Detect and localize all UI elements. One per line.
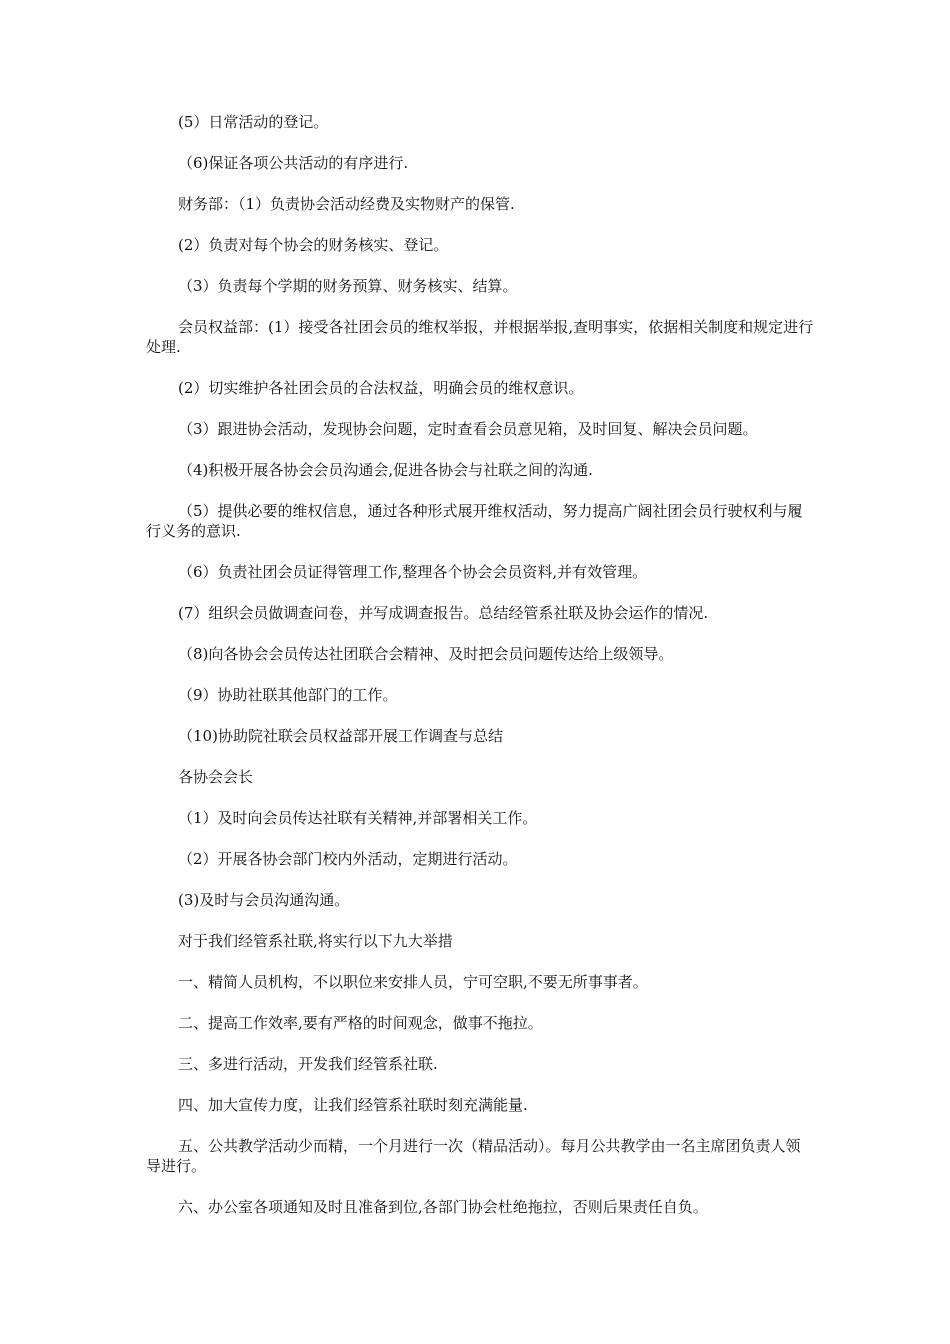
paragraph: （3）跟进协会活动，发现协会问题，定时查看会员意见箱，及时回复、解决会员问题。: [178, 420, 758, 438]
paragraph: （3）负责每个学期的财务预算、财务核实、结算。: [178, 277, 518, 295]
paragraph: 财务部：（1）负责协会活动经费及实物财产的保管.: [178, 195, 515, 213]
document-body: [146, 112, 814, 1238]
paragraph: （2）开展各协会部门校内外活动，定期进行活动。: [178, 850, 518, 868]
paragraph: （9）协助社联其他部门的工作。: [178, 686, 398, 704]
section-heading: 各协会会长: [178, 768, 254, 786]
paragraph: 五、公共教学活动少而精，一个月进行一次（精品活动）。每月公共教学由一名主席团负责人领导进行。: [146, 1137, 801, 1175]
paragraph: （6)保证各项公共活动的有序进行.: [178, 154, 409, 172]
paragraph: (2）负责对每个协会的财务核实、登记。: [178, 236, 449, 254]
paragraph: 三、多进行活动，开发我们经管系社联.: [178, 1055, 438, 1073]
paragraph: (2）切实维护各社团会员的合法权益，明确会员的维权意识。: [178, 379, 584, 397]
section-heading: 对于我们经管系社联,将实行以下九大举措: [178, 932, 453, 950]
paragraph: （5）提供必要的维权信息，通过各种形式展开维权活动，努力提高广阔社团会员行驶权利与履行义务的意识.: [146, 502, 803, 540]
paragraph: 会员权益部：(1）接受各社团会员的维权举报，并根据举报,查明事实，依据相关制度和规定进行处理.: [146, 318, 814, 356]
paragraph: 六、办公室各项通知及时且准备到位,各部门协会杜绝拖拉，否则后果责任自负。: [178, 1198, 708, 1216]
paragraph: （6）负责社团会员证得管理工作,整理各个协会会员资料,并有效管理。: [178, 563, 648, 581]
paragraph: 四、加大宣传力度，让我们经管系社联时刻充满能量.: [178, 1096, 528, 1114]
paragraph: (7）组织会员做调查问卷，并写成调查报告。总结经管系社联及协会运作的情况.: [178, 604, 709, 622]
paragraph: 二、提高工作效率,要有严格的时间观念，做事不拖拉。: [178, 1014, 543, 1032]
paragraph: （8)向各协会会员传达社团联合会精神、及时把会员问题传达给上级领导。: [178, 645, 674, 663]
paragraph: （4)积极开展各协会会员沟通会,促进各协会与社联之间的沟通.: [178, 461, 593, 479]
paragraph: (3)及时与会员沟通沟通。: [178, 891, 350, 909]
paragraph: （10)协助院社联会员权益部开展工作调查与总结: [178, 727, 503, 745]
paragraph: (5）日常活动的登记。: [178, 113, 329, 131]
paragraph: 一、精简人员机构，不以职位来安排人员，宁可空职,不要无所事事者。: [178, 973, 648, 991]
paragraph: （1）及时向会员传达社联有关精神,并部署相关工作。: [178, 809, 538, 827]
